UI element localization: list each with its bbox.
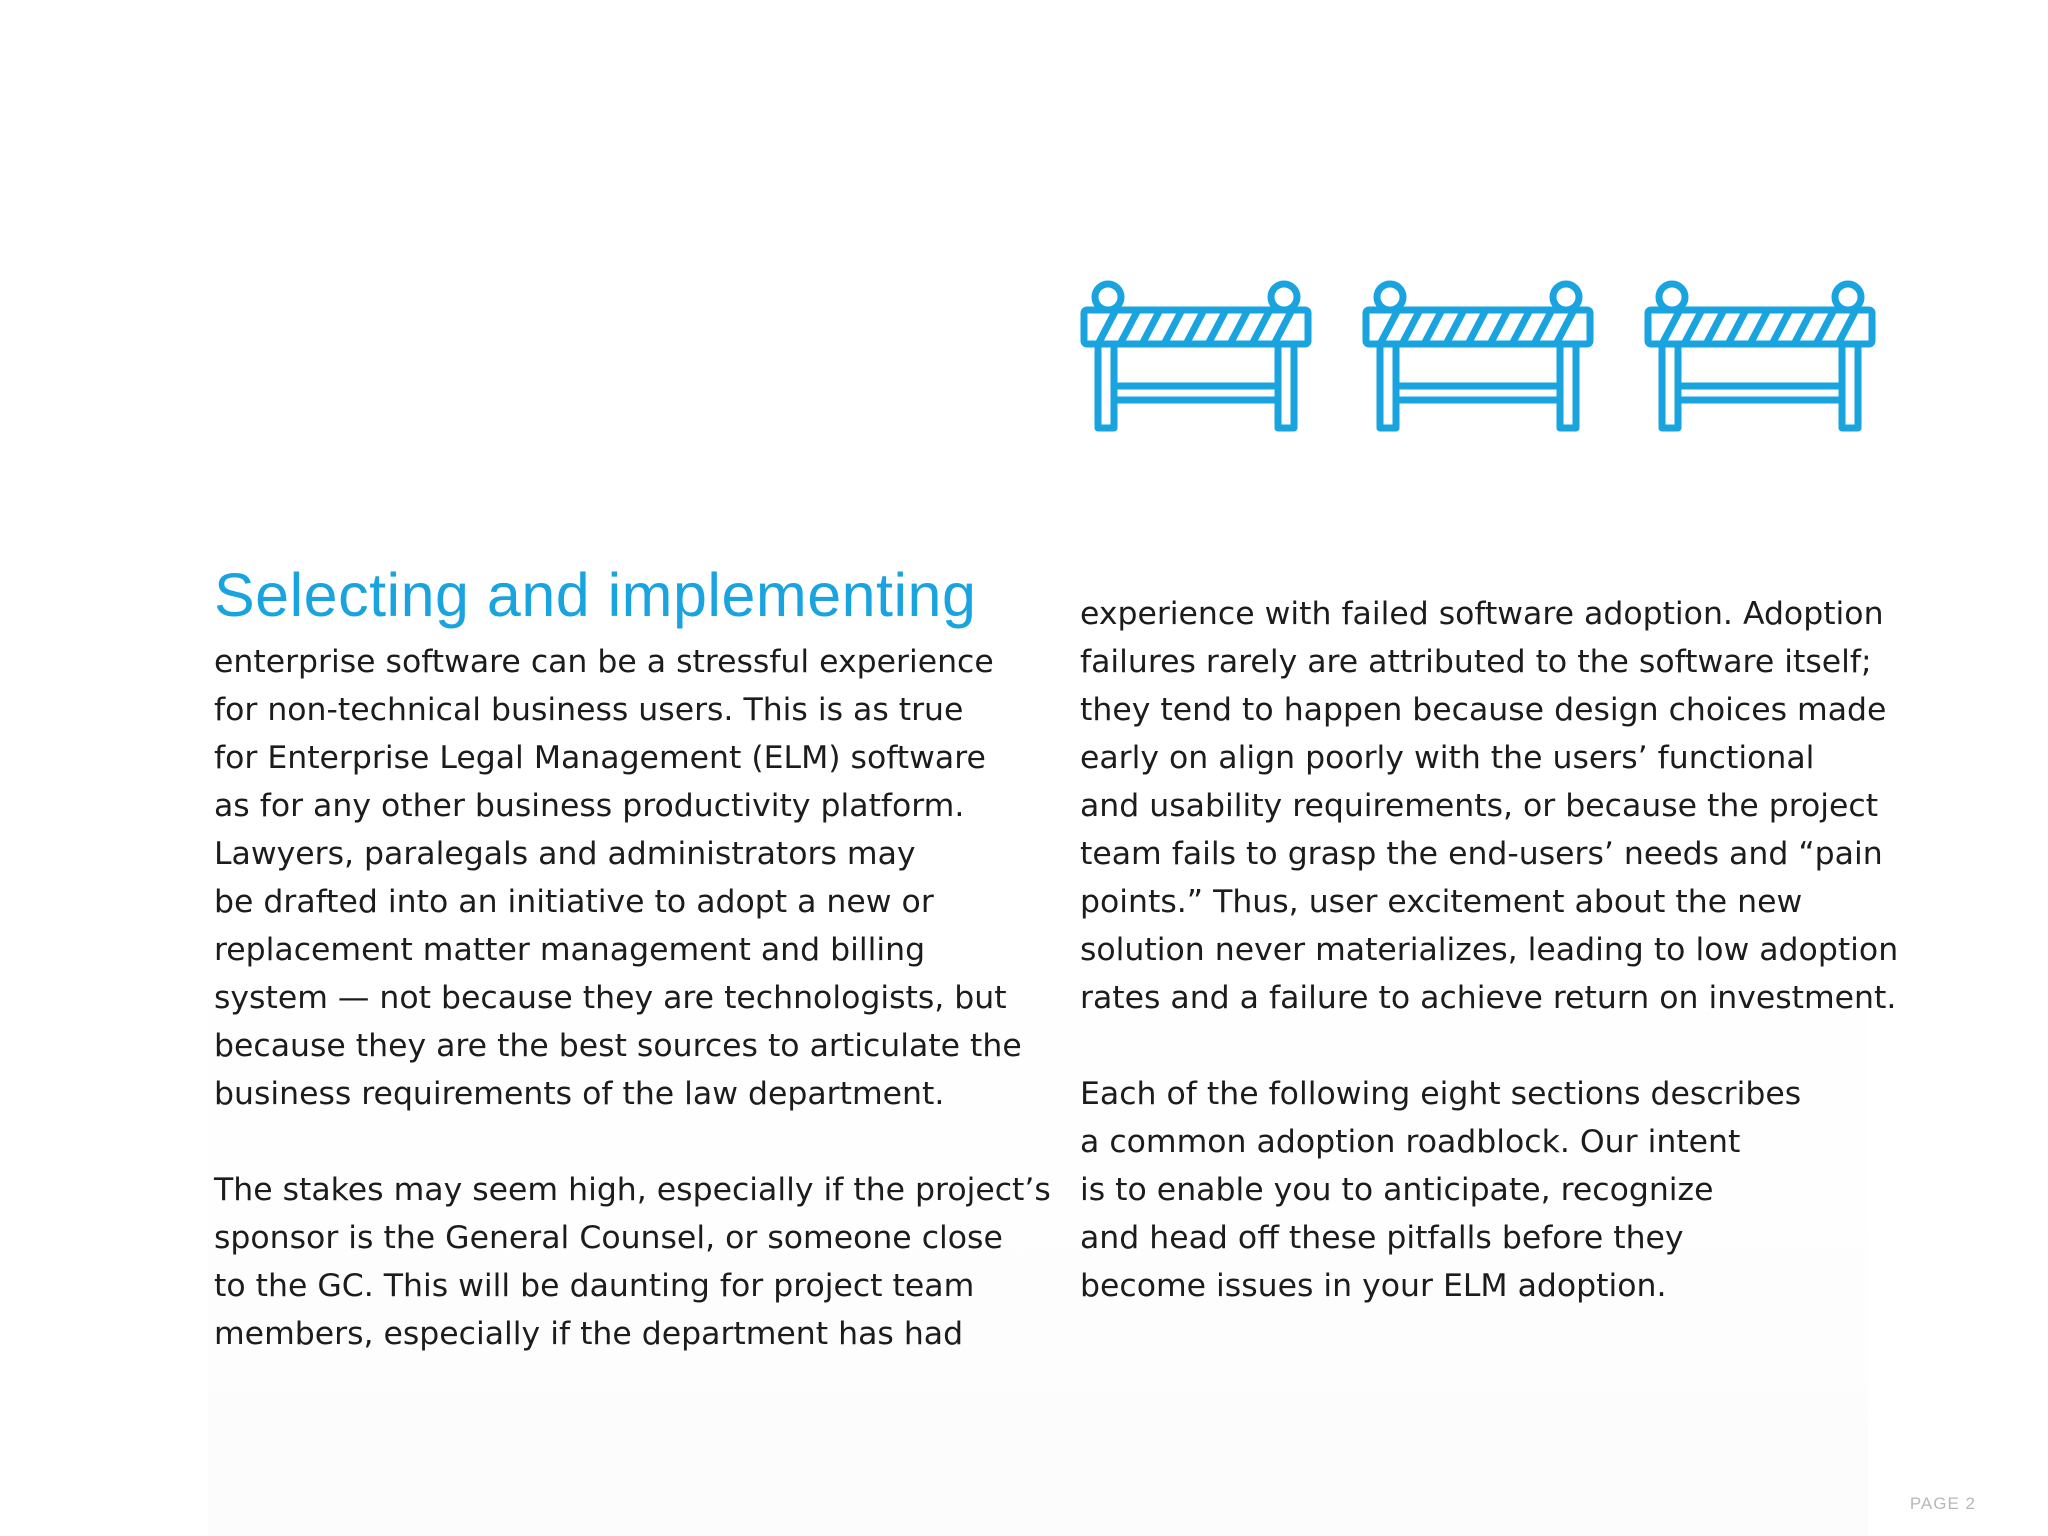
text-line: solution never materializes, leading to low adoption	[1080, 932, 1899, 968]
text-line: for Enterprise Legal Management (ELM) software	[214, 740, 986, 776]
text-line: a common adoption roadblock. Our intent	[1080, 1124, 1741, 1160]
page-number: PAGE 2	[1909, 1494, 1976, 1513]
right-text-column	[1080, 590, 1898, 1310]
text-line: because they are the best sources to articulate the	[214, 1028, 1022, 1064]
road-barrier-icon	[1642, 278, 1878, 438]
text-line: points.” Thus, user excitement about the new	[1080, 884, 1803, 920]
left-text-column	[214, 638, 1051, 1358]
text-line: failures rarely are attributed to the software itself;	[1080, 644, 1872, 680]
text-line: they tend to happen because design choices made	[1080, 692, 1887, 728]
text-line: team fails to grasp the end-users’ needs and “pain	[1080, 836, 1883, 872]
text-line: Each of the following eight sections describes	[1080, 1076, 1802, 1112]
text-line: The stakes may seem high, especially if the project’s	[214, 1172, 1051, 1208]
text-line: to the GC. This will be daunting for project team	[214, 1268, 975, 1304]
right-paragraph-2	[1080, 1070, 1898, 1310]
text-line: business requirements of the law department.	[214, 1076, 945, 1112]
barrier-icon-row	[1078, 278, 1878, 438]
text-line: is to enable you to anticipate, recognize	[1080, 1172, 1714, 1208]
text-line: and usability requirements, or because the project	[1080, 788, 1879, 824]
text-line: and head off these pitfalls before they	[1080, 1220, 1684, 1256]
text-line: Lawyers, paralegals and administrators may	[214, 836, 916, 872]
text-line: replacement matter management and billing	[214, 932, 926, 968]
road-barrier-icon	[1078, 278, 1314, 438]
road-barrier-icon	[1360, 278, 1596, 438]
text-line: sponsor is the General Counsel, or someone close	[214, 1220, 1003, 1256]
text-line: become issues in your ELM adoption.	[1080, 1268, 1667, 1304]
text-line: as for any other business productivity platform.	[214, 788, 965, 824]
text-line: system — not because they are technologists, but	[214, 980, 1007, 1016]
text-line: be drafted into an initiative to adopt a new or	[214, 884, 934, 920]
text-line: experience with failed software adoption. Adoption	[1080, 596, 1884, 632]
text-line: members, especially if the department has had	[214, 1316, 964, 1352]
text-line: for non-technical business users. This is as true	[214, 692, 964, 728]
text-line: early on align poorly with the users’ functional	[1080, 740, 1815, 776]
left-paragraph-2	[214, 1166, 1051, 1358]
text-line: enterprise software can be a stressful experience	[214, 644, 994, 680]
text-line: rates and a failure to achieve return on investment.	[1080, 980, 1897, 1016]
left-paragraph-1	[214, 638, 1051, 1118]
section-heading: Selecting and implementing	[214, 561, 977, 629]
right-paragraph-1	[1080, 590, 1898, 1022]
